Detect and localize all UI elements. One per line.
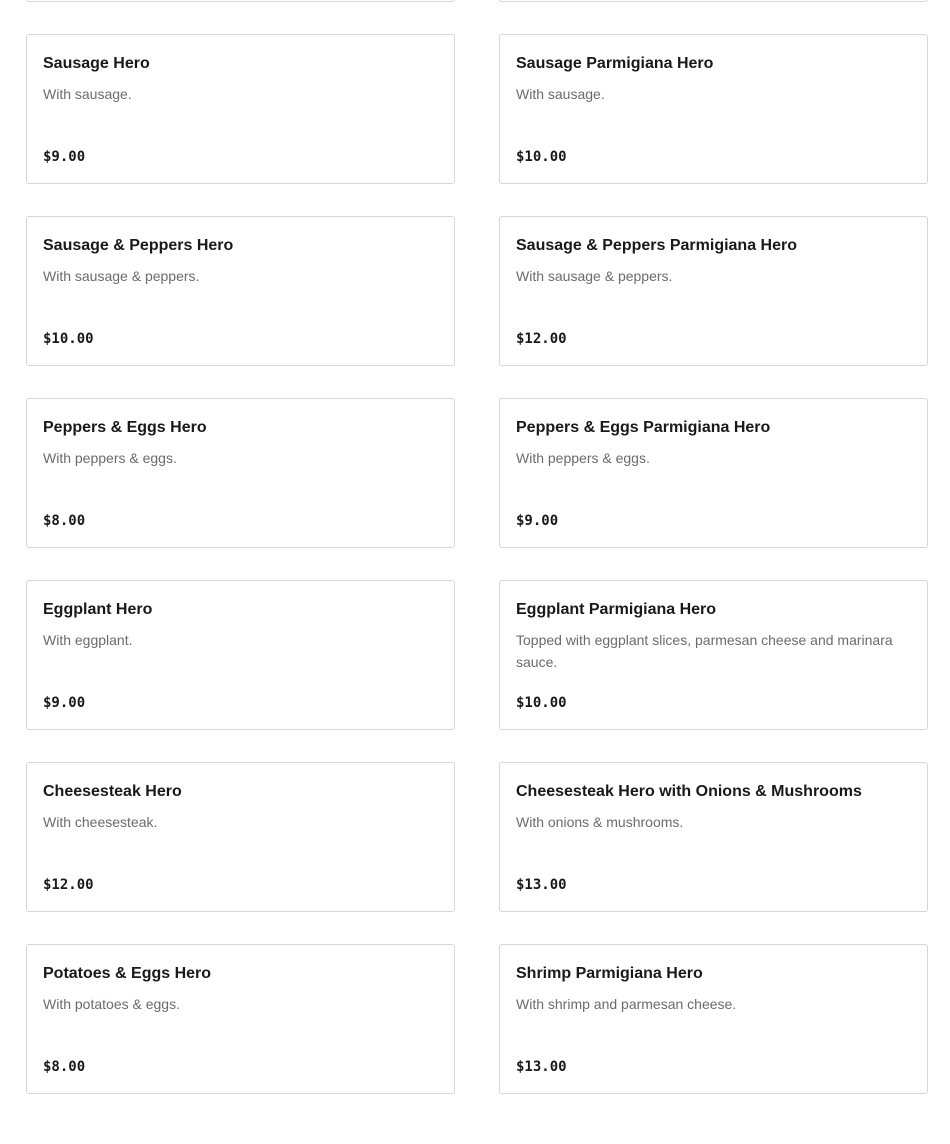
menu-item-description: With shrimp and parmesan cheese. — [516, 996, 737, 1012]
menu-item-card[interactable] — [26, 944, 455, 1094]
menu-item-card[interactable] — [499, 944, 928, 1094]
menu-item-description: Topped with eggplant slices, parmesan cheese and marinara sauce. — [516, 632, 893, 670]
menu-item-card[interactable] — [499, 580, 928, 730]
menu-item-card[interactable] — [499, 34, 928, 184]
menu-item-name: Shrimp Parmigiana Hero — [516, 965, 703, 982]
menu-item-name: Sausage & Peppers Parmigiana Hero — [516, 237, 797, 254]
menu-item-card[interactable] — [26, 0, 455, 2]
menu-item-price: $12.00 — [516, 331, 567, 347]
menu-item-name: Potatoes & Eggs Hero — [43, 965, 212, 982]
menu-item-price: $10.00 — [43, 331, 94, 347]
menu-item-description: With sausage & peppers. — [516, 268, 673, 284]
menu-item-price: $8.00 — [43, 513, 86, 529]
menu-item-card[interactable] — [26, 762, 455, 912]
menu-item-description: With potatoes & eggs. — [43, 996, 180, 1012]
menu-item-card[interactable] — [499, 216, 928, 366]
menu-item-name: Cheesesteak Hero with Onions & Mushrooms — [516, 783, 862, 800]
menu-item-name: Sausage & Peppers Hero — [43, 237, 234, 254]
menu-item-card[interactable] — [26, 34, 455, 184]
menu-item-description: With onions & mushrooms. — [516, 814, 684, 830]
menu-item-card[interactable] — [26, 398, 455, 548]
menu-item-card[interactable] — [26, 580, 455, 730]
menu-item-price: $13.00 — [516, 1059, 567, 1075]
menu-item-description: With sausage & peppers. — [43, 268, 200, 284]
menu-item-description: With eggplant. — [43, 632, 133, 648]
menu-item-price: $9.00 — [43, 149, 86, 165]
menu-item-card[interactable] — [26, 216, 455, 366]
menu-item-price: $10.00 — [516, 149, 567, 165]
menu-item-name: Cheesesteak Hero — [43, 783, 182, 800]
menu-item-name: Eggplant Hero — [43, 601, 153, 618]
menu-item-name: Sausage Hero — [43, 55, 150, 72]
menu-item-name: Sausage Parmigiana Hero — [516, 55, 714, 72]
menu-item-card[interactable] — [499, 398, 928, 548]
menu-item-name: Eggplant Parmigiana Hero — [516, 601, 717, 618]
menu-item-grid — [26, 0, 928, 1094]
menu-item-description: With peppers & eggs. — [516, 450, 650, 466]
menu-item-description: With sausage. — [43, 86, 132, 102]
menu-item-name: Peppers & Eggs Parmigiana Hero — [516, 419, 771, 436]
menu-item-description: With cheesesteak. — [43, 814, 158, 830]
menu-item-price: $10.00 — [516, 695, 567, 711]
menu-item-card[interactable] — [499, 0, 928, 2]
menu-item-price: $9.00 — [516, 513, 559, 529]
menu-item-price: $12.00 — [43, 877, 94, 893]
menu-item-card[interactable] — [499, 762, 928, 912]
menu-item-price: $8.00 — [43, 1059, 86, 1075]
menu-item-price: $13.00 — [516, 877, 567, 893]
menu-item-description: With peppers & eggs. — [43, 450, 177, 466]
menu-item-description: With sausage. — [516, 86, 605, 102]
menu-item-price: $9.00 — [43, 695, 86, 711]
menu-item-name: Peppers & Eggs Hero — [43, 419, 207, 436]
